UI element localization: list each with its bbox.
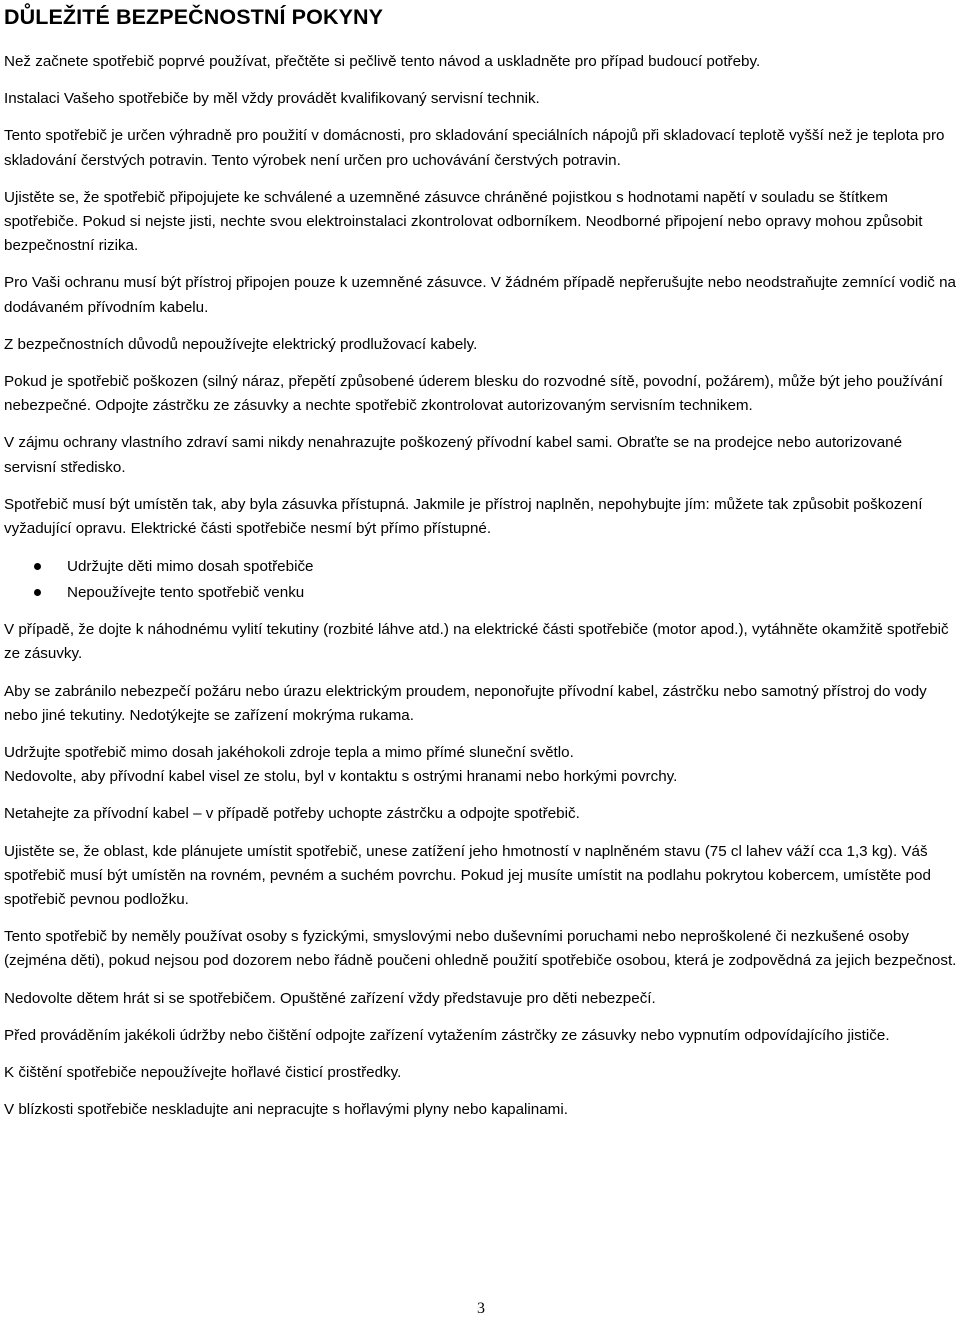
paragraph-11: Aby se zabránilo nebezpečí požáru nebo úrazu elektrickým proudem, neponořujte přívodní kabel, zástrčku nebo samotný přístroj do vody nebo jiné tekutiny. Nedotýkejte se zařízení mokrýma rukama.	[4, 682, 927, 724]
paragraph-5: Pro Vaši ochranu musí být přístroj připojen pouze k uzemněné zásuvce. V žádném případě nepřerušujte nebo neodstraňujte zemnící vodič na dodávaném přívodním kabelu.	[4, 274, 957, 316]
paragraph-20: V blízkosti spotřebiče neskladujte ani nepracujte s hořlavými plyny nebo kapalinami.	[4, 1101, 568, 1119]
bullet-icon	[34, 563, 41, 570]
paragraph-2: Instalaci Vašeho spotřebiče by měl vždy provádět kvalifikovaný servisní technik.	[4, 90, 540, 108]
paragraph-10: V případě, že dojte k náhodnému vylití tekutiny (rozbité láhve atd.) na elektrické části spotřebiče (motor apod.), vytáhněte okamžitě spotřebič ze zásuvky.	[4, 621, 949, 663]
paragraph-7: Pokud je spotřebič poškozen (silný náraz, přepětí způsobené úderem blesku do rozvodné sítě, povodní, požárem), může být jeho používání nebezpečné. Odpojte zástrčku ze zásuvky a nechte spotřebič zkontrolovat autorizovaným servisním technikem.	[4, 373, 943, 415]
list-item	[4, 554, 958, 580]
list-item	[4, 580, 958, 606]
paragraph-8: V zájmu ochrany vlastního zdraví sami nikdy nenahrazujte poškozený přívodní kabel sami. Obraťte se na prodejce nebo autorizované servisní středisko.	[4, 434, 903, 476]
paragraph-1: Než začnete spotřebič poprvé používat, přečtěte si pečlivě tento návod a uskladněte pro případ budoucí potřeby.	[4, 53, 761, 70]
paragraph-9: Spotřebič musí být umístěn tak, aby byla zásuvka přístupná. Jakmile je přístroj naplněn, nepohybujte jím: můžete tak způsobit poškození vyžadující opravu. Elektrické části spotřebiče nesmí být přímo přístupné.	[4, 495, 923, 538]
paragraph-3: Tento spotřebič je určen výhradně pro použití v domácnosti, pro skladování speciálních nápojů při skladovací teplotě vyšší než je teplota pro skladování čerstvých potravin. Tento výrobek není určen pro uchovávání čerstvých potravin.	[4, 127, 945, 169]
paragraph-12: Udržujte spotřebič mimo dosah jakéhokoli zdroje tepla a mimo přímé sluneční světlo.	[4, 744, 574, 762]
page-number: 3	[477, 1300, 485, 1317]
bullet-icon	[34, 589, 41, 596]
paragraph-4: Ujistěte se, že spotřebič připojujete ke schválené a uzemněné zásuvce chráněné pojistkou s hodnotami napětí v souladu se štítkem spotřebiče. Pokud si nejste jisti, nechte svou elektroinstalaci zkontrolovat odborníkem. Neodborné připojení nebo opravy mohou způsobit bezpečnostní rizika.	[4, 188, 923, 255]
list-item-text: Udržujte děti mimo dosah spotřebiče	[67, 558, 314, 576]
paragraph-16: Tento spotřebič by neměly používat osoby s fyzickými, smyslovými nebo duševními poruchami nebo neproškolené či nezkušené osoby (zejména děti), pokud nejsou pod dozorem nebo řádně poučeni ohledně použití spotřebiče osobou, která je zodpovědná za jejich bezpečnost.	[4, 928, 957, 970]
paragraph-6: Z bezpečnostních důvodů nepoužívejte elektrický prodlužovací kabely.	[4, 335, 478, 353]
bullet-list	[4, 554, 958, 606]
paragraph-19: K čištění spotřebiče nepoužívejte hořlavé čisticí prostředky.	[4, 1064, 402, 1082]
document-body	[4, 50, 958, 1136]
paragraph-13: Nedovolte, aby přívodní kabel visel ze stolu, byl v kontaktu s ostrými hranami nebo horkými povrchy.	[4, 768, 678, 786]
paragraph-18: Před prováděním jakékoli údržby nebo čištění odpojte zařízení vytažením zástrčky ze zásuvky nebo vypnutím odpovídajícího jističe.	[4, 1026, 890, 1044]
list-item-text: Nepoužívejte tento spotřebič venku	[67, 584, 305, 602]
paragraph-15: Ujistěte se, že oblast, kde plánujete umístit spotřebič, unese zatížení jeho hmotností v naplněném stavu (75 cl lahev váží cca 1,3 kg). Váš spotřebič musí být umístěn na rovném, pevném a suchém povrchu. Pokud jej musíte umístit na podlahu pokrytou kobercem, umístěte pod spotřebič pevnou podložku.	[4, 842, 931, 909]
page-title: DŮLEŽITÉ BEZPEČNOSTNÍ POKYNY	[4, 5, 384, 29]
document-page	[4, 0, 958, 1320]
paragraph-14: Netahejte za přívodní kabel – v případě potřeby uchopte zástrčku a odpojte spotřebič.	[4, 805, 580, 823]
paragraph-17: Nedovolte dětem hrát si se spotřebičem. Opuštěné zařízení vždy představuje pro děti nebezpečí.	[4, 989, 656, 1007]
